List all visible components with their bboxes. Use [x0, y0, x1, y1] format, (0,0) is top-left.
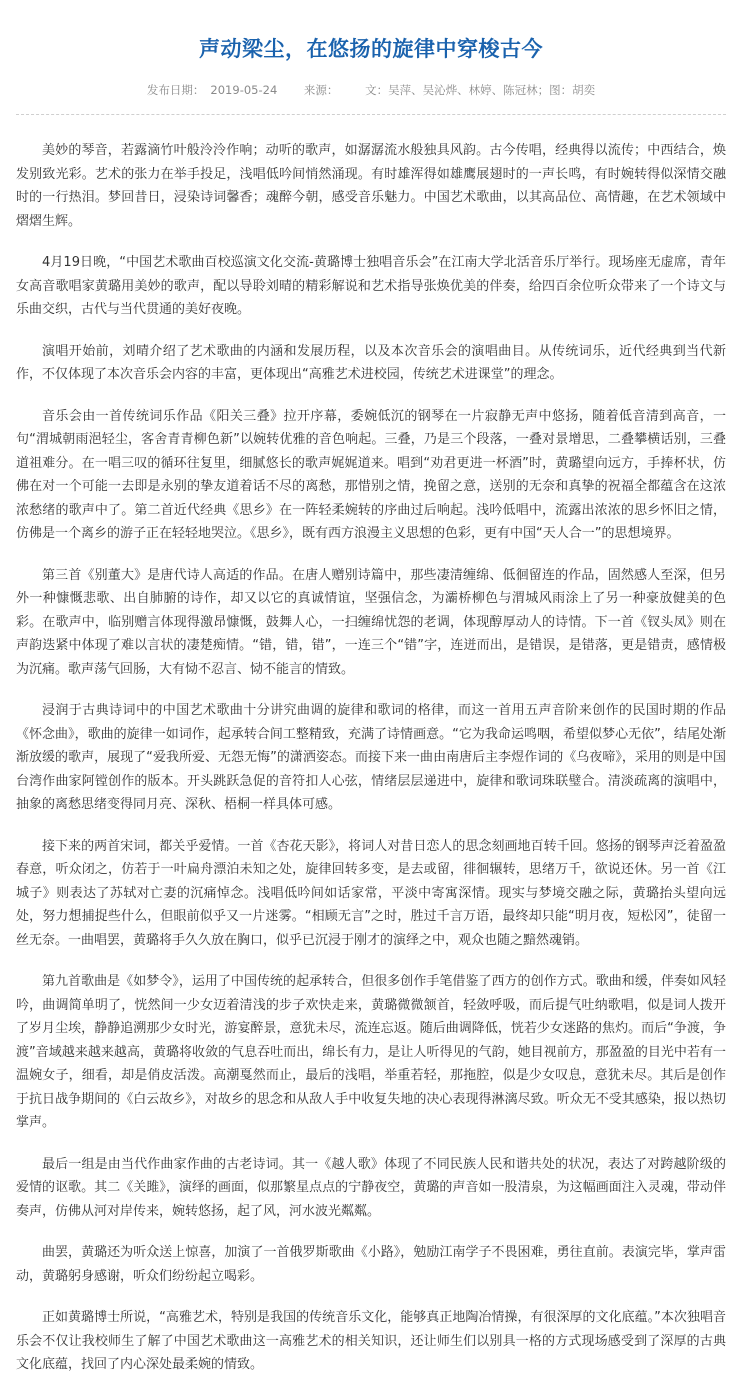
paragraph-7: 接下来的两首宋词，都关乎爱情。一首《杏花天影》，将词人对昔日恋人的思念刻画地百转千回。悠扬的钢琴声泛着盈盈春意，听众闭之，仿若于一叶扁舟漂泊未知之处，旋律回转多变，是去或留，徘徊辗转，思绪万千，欲说还休。另一首《江城子》则表达了苏轼对亡妻的沉痛悼念。浅唱低吟间如话家常，平淡中寄寓深情。现实与梦境交融之际，黄璐抬头望向远处，努力想捕捉些什么，但眼前似乎又一片迷雾。“相顾无言”之时，胜过千言万语，最终却只能“明月夜，短松冈”，徒留一丝无奈。一曲唱罢，黄璐将手久久放在胸口，似乎已沉浸于刚才的演绎之中，观众也随之黯然魂销。: [16, 838, 726, 948]
paragraph-8: 第九首歌曲是《如梦令》，运用了中国传统的起承转合，但很多创作手笔借鉴了西方的创作方式。歌曲和缓，伴奏如风轻吟，曲调简单明了，恍然间一少女迈着清浅的步子欢快走来，黄璐微微颔首，轻敛呼吸，而后提气吐纳歌唱，似是词人拨开了岁月尘埃，静静追溯那少女时光，游宴醉景，意犹未尽，流连忘返。随后曲调降低，恍若少女迷路的焦灼。而后“争渡，争渡”音域越来越来越高，黄璐将收敛的气息吞吐而出，绵长有力，是让人听得见的气韵，她目视前方，那盈盈的目光中若有一温婉女子，细看，却是俏皮活泼。高潮戛然而止，最后的浅唱，举重若轻，那拖腔，似是少女叹息，意犹未尽。其后是创作于抗日战争期间的《白云故乡》，对故乡的思念和从敌人手中收复失地的决心表现得淋漓尽致。听众无不受其感染，报以热切掌声。: [16, 974, 726, 1130]
paragraph-6: 浸润于古典诗词中的中国艺术歌曲十分讲究曲调的旋律和歌词的格律，而这一首用五声音阶来创作的民国时期的作品《怀念曲》，歌曲的旋律一如词作，起承转合间工整精致，充满了诗情画意。“它为我命运鸣咽，希望似梦心无依”，结尾处渐渐放缓的歌声，展现了“爱我所爱、无怨无悔”的潇洒姿态。而接下来一曲由南唐后主李煜作词的《乌夜啼》，采用的则是中国台湾作曲家阿镗创作的版本。开头跳跃急促的音符扣人心弦，情绪层层递进中，旋律和歌词珠联璧合。清淡疏离的演唱中，抽象的离愁思绪变得同月亮、深秋、梧桐一样具体可感。: [16, 703, 726, 812]
paragraph-9: 最后一组是由当代作曲家作曲的古老诗词。其一《越人歌》体现了不同民族人民和谐共处的状况，表达了对跨越阶级的爱情的讴歌。其二《关雎》，演绎的画面，似那繁星点点的宁静夜空，黄璐的声音如一股清泉，为这幅画面注入灵魂，带动伴奏声，仿佛从河对岸传来，婉转悠扬，起了风，河水波光粼粼。: [16, 1156, 726, 1219]
publish-date: 2019-05-24: [210, 83, 278, 97]
author-credits: 文：吴萍、吴沁烨、林婷、陈冠林；图：胡奕: [365, 83, 596, 97]
article-meta: [16, 81, 726, 99]
header-divider: [16, 114, 726, 115]
paragraph-2: 4月19日晚，“中国艺术歌曲百校巡演文化交流-黄璐博士独唱音乐会”在江南大学北活音乐厅举行。现场座无虚席，青年女高音歌唱家黄璐用美妙的歌声，配以导聆刘晴的精彩解说和艺术指导张焕优美的伴奏，给四百余位听众带来了一个诗文与乐曲交织，古代与当代贯通的美好夜晚。: [16, 255, 726, 317]
paragraph-10: 曲罢，黄璐还为听众送上惊喜，加演了一首俄罗斯歌曲《小路》，勉励江南学子不畏困难，勇往直前。表演完毕，掌声雷动，黄璐躬身感谢，听众们纷纷起立喝彩。: [16, 1245, 726, 1284]
date-label: 发布日期：: [146, 83, 205, 97]
paragraph-1: 美妙的琴音，若露滴竹叶般泠泠作响；动听的歌声，如潺潺流水般独具风韵。古今传唱，经典得以流传；中西结合，焕发别致光彩。艺术的张力在举手投足，浅唱低吟间悄然涌现。有时雄浑得如雄鹰展翅时的一声长鸣，有时婉转得似深情交融时的一行热泪。梦回昔日，浸染诗词馨香；魂醉今朝，感受音乐魅力。中国艺术歌曲，以其高品位、高情趣，在艺术领域中熠熠生辉。: [16, 143, 726, 229]
paragraph-11: 正如黄璐博士所说，“高雅艺术，特别是我国的传统音乐文化，能够真正地陶冶情操，有很深厚的文化底蕴。”本次独唱音乐会不仅让我校师生了解了中国艺术歌曲这一高雅艺术的相关知识，还让师生们以别具一格的方式现场感受到了深厚的古典文化底蕴，找回了内心深处最柔婉的情致。: [16, 1310, 726, 1372]
article-body: [16, 139, 726, 1377]
paragraph-3: 演唱开始前，刘晴介绍了艺术歌曲的内涵和发展历程，以及本次音乐会的演唱曲目。从传统词乐，近代经典到当代新作，不仅体现了本次音乐会内容的丰富，更体现出“高雅艺术进校园，传统艺术进课堂”的理念。: [16, 343, 726, 382]
paragraph-5: 第三首《别董大》是唐代诗人高适的作品。在唐人赠别诗篇中，那些凄清缠绵、低徊留连的作品，固然感人至深，但另外一种慷慨悲歌、出自肺腑的诗作，却又以它的真诚情谊，坚强信念，为灞桥柳色与渭城风雨涂上了另一种豪放健美的色彩。在歌声中，临别赠言体现得激昂慷慨，鼓舞人心，一扫缠绵忧怨的老调，体现醇厚动人的诗情。下一首《钗头凤》则在声韵迭紧中体现了难以言状的凄楚痴情。“错，错，错”，一连三个“错”字，连迸而出，是错误，是错落，更是错责，感情极为沉痛。歌声荡气回肠，大有恸不忍言、恸不能言的情致。: [16, 567, 726, 677]
article-title: 声动梁尘，在悠扬的旋律中穿梭古今: [199, 37, 543, 61]
source-label: 来源：: [303, 83, 339, 97]
paragraph-4: 音乐会由一首传统词乐作品《阳关三叠》拉开序幕，委婉低沉的钢琴在一片寂静无声中悠扬，随着低音清到高音，一句“渭城朝雨浥轻尘，客舍青青柳色新”以婉转优雅的音色响起。三叠，乃是三个段落，一叠对景增思，二叠攀横话别，三叠道祖难分。在一唱三叹的循环往复里，细腻悠长的歌声娓娓道来。唱到“劝君更进一杯酒”时，黄璐望向远方，手捧杯状，仿佛在对一个可能一去即是永别的挚友道着话不尽的离愁，那惜别之情，挽留之意，送别的无奈和真挚的祝福全都蕴含在这浓浓愁绪的歌声中了。第二首近代经典《思乡》在一阵轻柔婉转的序曲过后响起。浅吟低唱中，流露出浓浓的思乡怀旧之情，仿佛是一个离乡的游子正在轻轻地哭泣。《思乡》，既有西方浪漫主义思想的色彩，更有中国“天人合一”的思想境界。: [16, 408, 726, 541]
